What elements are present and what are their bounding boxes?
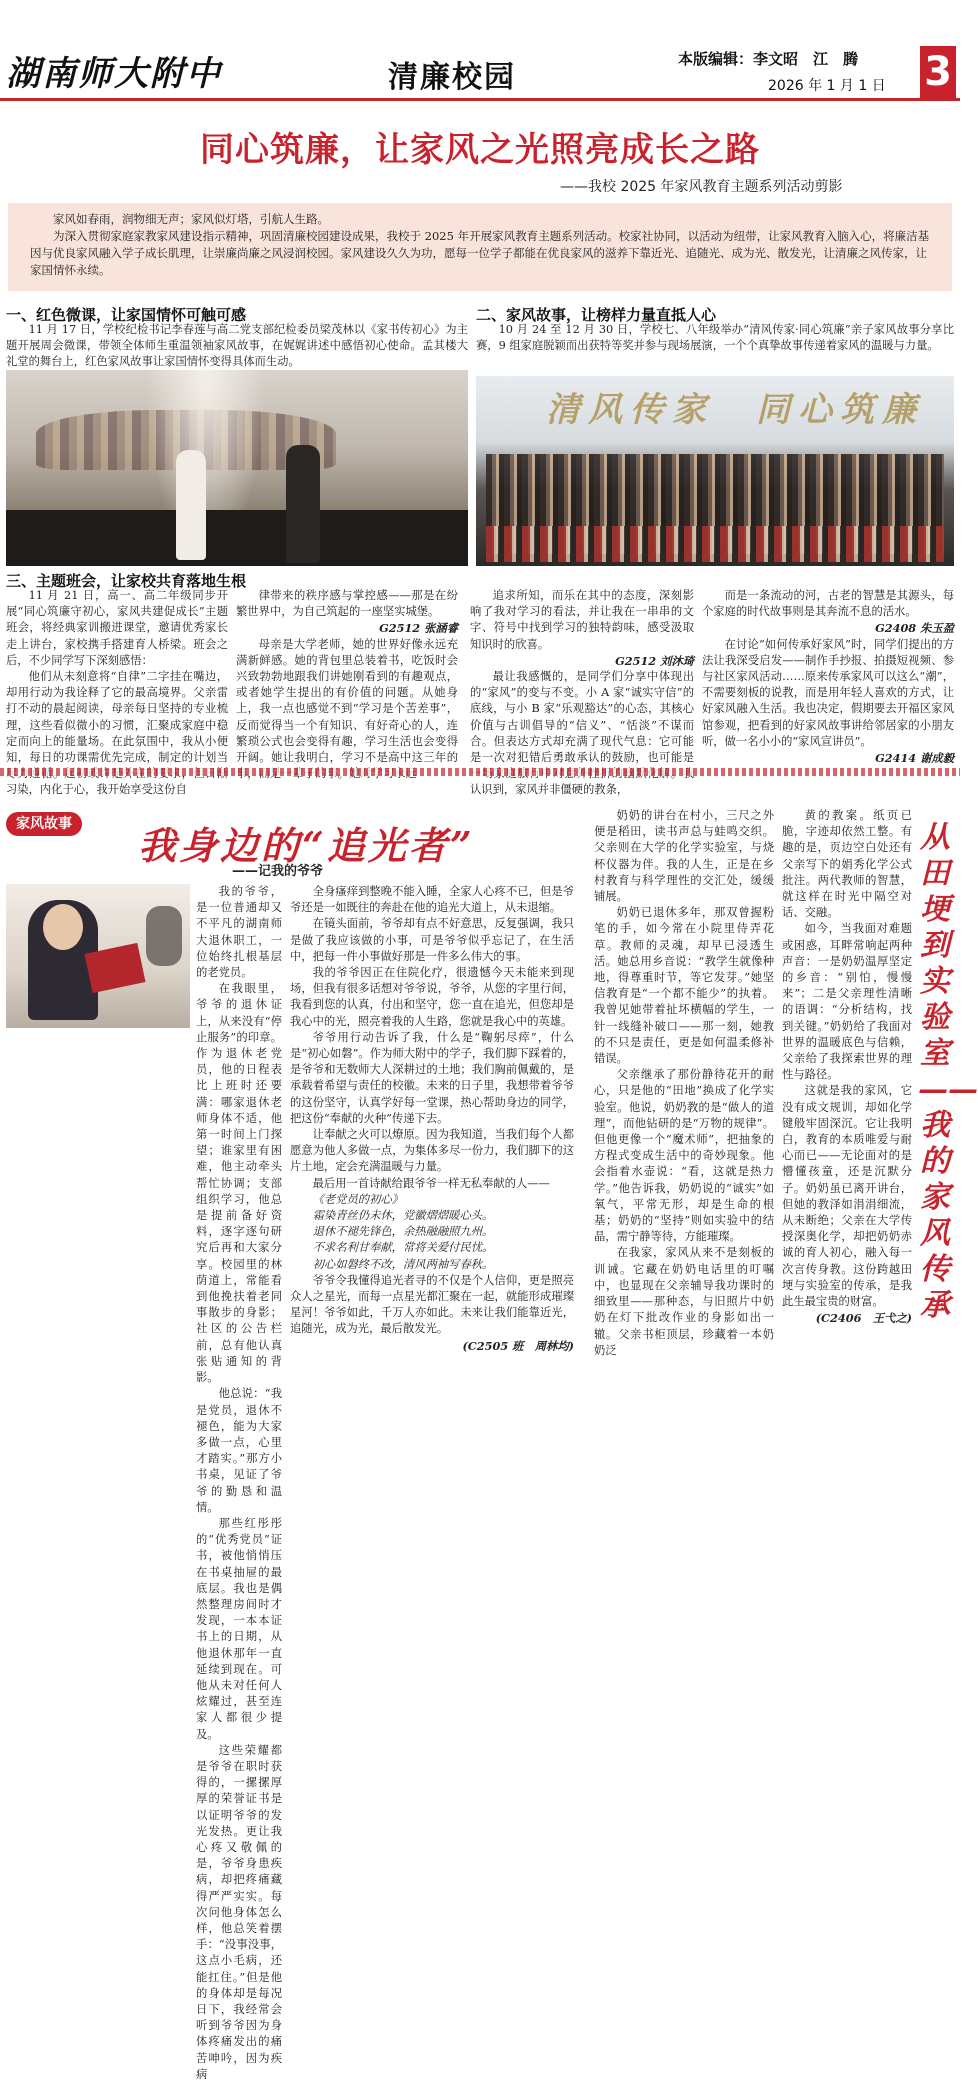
poem bbox=[290, 1192, 574, 1273]
section3-col2 bbox=[236, 588, 458, 766]
headline-subtitle: ——我校 2025 年家风教育主题系列活动剪影 bbox=[560, 179, 843, 195]
poem-line: 初心如磐终不改，清风两袖写春秋。 bbox=[312, 1257, 494, 1271]
section3-col3 bbox=[470, 588, 694, 797]
section3-col1 bbox=[6, 588, 228, 797]
author-signature: G2414 谢成毅 bbox=[875, 751, 954, 766]
poem-title: 《老党员的初心》 bbox=[312, 1192, 403, 1206]
top-rule bbox=[0, 98, 960, 101]
section-divider bbox=[0, 768, 960, 776]
section2-title: 二、家风故事，让榜样力量直抵人心 bbox=[476, 306, 717, 324]
story2-title: 从田埂到实验室——我的家风传承 bbox=[918, 820, 978, 1323]
paragraph: 在我家，家风从来不是刻板的训诫。它藏在奶奶电话里的叮嘱中，也显现在父亲辅导我功课时的细致里——那种态，与旧照片中奶奶在灯下批改作业的身影如出一辙。父亲书柜顶层，珍藏着一本奶奶泛 bbox=[594, 1246, 774, 1357]
column-badge: 家风故事 bbox=[6, 812, 82, 836]
paragraph: 我的爷爷，是一位普通却又不平凡的湖南师大退休职工，一位始终扎根基层的老党员。 bbox=[196, 885, 282, 980]
story-col1 bbox=[6, 884, 282, 2081]
poem-line: 不求名利甘奉献，常将关爱付民忧。 bbox=[312, 1241, 494, 1255]
headline: 同心筑廉，让家风之光照亮成长之路 bbox=[200, 130, 760, 170]
poem-line: 退休不褪先锋色，余热融融照九州。 bbox=[312, 1225, 494, 1239]
paragraph: 在讨论“如何传承好家风”时，同学们提出的方法让我深受启发——制作手抄报、拍摄短视频、参与社区家风活动……原来传承家风可以这么“潮”，不需要刻板的说教，而是用年轻人喜欢的方式，让好家风融入生活。我也决定，假期要去开福区家风馆参观，把看到的好家风故事讲给邻居家的小朋友听，做一名小小的“家风宣讲员”。 bbox=[702, 637, 954, 748]
issue-date: 2026 年 1 月 1 日 bbox=[768, 78, 886, 94]
poem-line: 霜染青丝仍未休，党徽熠熠暖心头。 bbox=[312, 1209, 494, 1223]
section3-title: 三、主题班会，让家校共育落地生根 bbox=[6, 572, 247, 590]
paragraph: 这就是我的家风，它没有成文规训，却如化学键般牢固深沉。它让我明白，教育的本质唯爱与耐心而已——无论面对的是懵懂孩童，还是沉默分子。奶奶虽已离开讲台，但她的教泽如涓涓细流，从未断绝；父亲在大学传授深奥化学，却把奶奶赤诚的育人初心，融入每一次言传身教。这份跨越田埂与实验室的传承，是我此生最宝贵的财富。 bbox=[782, 1084, 912, 1309]
section-title: 清廉校园 bbox=[388, 60, 516, 95]
paragraph: 他们从未刻意将“自律”二字挂在嘴边，却用行动为我诠释了它的最高境界。父亲雷打不动的晨起阅读，母亲每日坚持的专业梳理，这些看似微小的习惯，汇聚成家庭中稳定而向上的能量场。在此氛围中，我从小便知，每日的功课需优先完成，制定的计划当 习染，内化于心，我开始享受这份自 bbox=[6, 670, 228, 797]
paragraph: 黄的教案。纸页已脆，字迹却依然工整。有趣的是，页边空白处还有父亲写下的娟秀化学公式批注。两代教师的智慧，就这样在时光中隔空对话、交融。 bbox=[782, 809, 912, 920]
paragraph: 最让我感慨的，是同学们分享中体现出的“家风”的变与不变。小 A 家“诚实守信”的底线，与小 B 家“乐观豁达”的心态，其核心价值与古训倡导的“信义”、“恬淡”不谋而合。但表达方式却充满了现代气息：它可能是一次对犯错后勇敢承认的鼓励，也可能是 认识到，家风并非僵硬的教条， bbox=[470, 670, 694, 797]
author-signature: (C2406 王弋之) bbox=[815, 1311, 912, 1326]
paragraph: 那些红彤彤的“优秀党员”证书，被他悄悄压在书桌抽屉的最底层。我也是偶然整理房间时才发现，一本本证书上的日期，从他退休那年一直延续到现在。可他从未对任何人炫耀过，甚至连家人都很少提及。 bbox=[196, 1516, 282, 1741]
paragraph: 这些荣耀都是爷爷在职时获得的，一摞摞厚厚的荣誉证书是以证明爷爷的发光发热。更让我心疼又敬佩的是，爷爷身患疾病，却把疼痛藏得严严实实。每次问他身体怎么样，他总笑着摆手：“没事没事，这点小毛病，还能扛住。”但是他的身体却是每况日下，我经常会听到爷爷因为身体疼痛发出的痛苦呻吟，因为疾病 bbox=[196, 1743, 282, 2081]
paragraph: 追求所知，而乐在其中的态度，深刻影响了我对学习的看法，并让我在一串串的文字、符号中找到学习的独特韵味，感受汲取知识时的欣喜。 bbox=[470, 589, 694, 651]
paragraph: 在我眼里，爷爷的退休证上，从来没有“停止服务”的印章。作为退休老党员，他的日程表比上班时还要满：哪家退休老师身体不适，他第一时间上门探望；谁家里有困难，他主动牵头帮忙协调；支部组织学习，他总是提前备好资料，逐字逐句研究后再和大家分享。校园里的林荫道上，常能看到他挽扶着老同事散步的身影；社区的公告栏前，总有他认真张贴通知的背影。 bbox=[196, 982, 282, 1385]
story-col2 bbox=[290, 884, 574, 1370]
story-title: 我身边的“追光者” bbox=[138, 823, 475, 868]
author-signature: (C2505 班 周林均) bbox=[462, 1338, 574, 1353]
masthead bbox=[0, 0, 960, 98]
paragraph: 母亲是大学老师，她的世界好像永远充满新鲜感。她的背包里总装着书，吃饭时会兴致勃勃地跟我们讲她刚看到的有趣观点，或者她学生提出的有价值的问题。从她身上，我一点也感觉不到“学习是个苦差事”，反而觉得当一个有知识、有好奇心的人，连繁琐公式也会变得有趣，学习生活也会变得开阔。她让我明白，学习不是高中这三年的 bbox=[236, 637, 458, 765]
section2-body bbox=[476, 322, 954, 372]
paragraph: 而是一条流动的河，古老的智慧是其源头，每个家庭的时代故事则是其奔流不息的活水。 bbox=[702, 589, 954, 619]
paragraph: 我的爷爷因正在住院化疗，很遗憾今天未能来到现场，但我有很多话想对爷爷说，爷爷，从您的字里行间，我看到您的认真，付出和坚守，您一直在追光，但您却是我心中的光，照亮着我的人生路，您就是我心中的英雄。 bbox=[290, 966, 574, 1028]
author-signature: G2512 张涵睿 bbox=[379, 621, 458, 636]
story-subtitle: ——记我的爷爷 bbox=[232, 864, 324, 879]
paragraph: 最后用一首诗献给跟爷爷一样无私奉献的人—— bbox=[312, 1176, 550, 1190]
paragraph: 奶奶已退休多年，那双曾握粉笔的手，如今常在小院里侍弄花草。教师的灵魂，却早已浸透生活。她总用乡音说：“教学生就像种地，得尊重时节，等它发芽。”她坚信教育是“一个都不能少”的执着。我曾见她带着扯坏横幅的学生，一针一线缝补破口——那一刻，她教的不只是责任，更是如何温柔修补错误。 bbox=[594, 906, 774, 1066]
intro-paragraph: 家风如春雨，润物细无声；家风似灯塔，引航人生路。 bbox=[53, 212, 329, 226]
paragraph: 他总说：“我是党员，退休不褪色，能为大家多做一点，心里才踏实。”那方小书桌，见证了爷爷的勤恳和温情。 bbox=[196, 1387, 282, 1514]
paragraph: 爷爷用行动告诉了我，什么是“鞠躬尽瘁”，什么是“初心如磐”。作为师大附中的学子，我们脚下踩着的，是爷爷和无数师大人深耕过的土地；我们胸前佩戴的，是承载着希望与责任的校徽。未来的日子里，我想带着爷爷的这份坚守，认真学好每一堂课，热心帮助身边的同学，把这份“奉献的火种”传递下去。 bbox=[290, 1030, 574, 1125]
story2-col1 bbox=[594, 808, 774, 1370]
paragraph: 如今，当我面对难题或困惑，耳畔常响起两种声音：一是奶奶温厚坚定的乡音：“别怕，慢慢来”；二是父亲理性清晰的语调：“分析结构，找到关键。”奶奶给了我面对世界的温暖底色与信赖，父亲给了我探索世界的理性与路径。 bbox=[782, 922, 912, 1082]
section1-title: 一、红色微课，让家国情怀可触可感 bbox=[6, 306, 247, 324]
group-photo bbox=[476, 376, 954, 566]
paragraph: 父亲继承了那份静待花开的耐心，只是他的“田地”换成了化学实验室。他说，奶奶教的是“做人的道理”，而他钻研的是“万物的规律”。但他更像一个“魔术师”，把抽象的方程式变成生活中的奇妙现象。他会指着水壶说：“看，这就是热力学。”他告诉我，奶奶说的“诚实”如氧气，平常无形，却是生命的根基；奶奶的“坚持”则如实验中的结晶，需宁静等待，方能璀璨。 bbox=[594, 1068, 774, 1244]
author-signature: G2408 朱玉盈 bbox=[875, 621, 954, 636]
masthead-logo: 湖南师大附中 bbox=[6, 54, 222, 94]
paragraph: 11 月 21 日，高一、高二年级同步开展“同心筑廉守初心，家风共建促成长”主题班会，将经典家训搬进课堂，邀请优秀家长走上讲台，家校携手搭建育人桥梁。班会之后，不少同学写下深刻感悟： bbox=[6, 589, 228, 667]
intro-paragraph: 为深入贯彻家庭家教家风建设指示精神，巩固清廉校园建设成果，我校于 2025 年开展家风教育主题系列活动。校家社协同，以活动为纽带，让家风教育入脑入心，将廉洁基因与优良家风融入学子成长肌理，让崇廉尚廉之风浸润校园。家风建设久久为功，愿每一位学子都能在优良家风的滋养下靠近光、追随光、成为光、散发光，让清廉之风传家，让家国情怀永续。 bbox=[30, 229, 930, 277]
editor-credit: 本版编辑：李文昭 江 腾 bbox=[678, 50, 859, 68]
paragraph: 全身瘙痒到整晚不能入睡，全家人心疼不已，但是爷爷还是一如既往的奔赴在他的追光大道上，从未退缩。 bbox=[290, 885, 574, 915]
section1-paragraph: 11 月 17 日，学校纪检书记李春莲与高二党支部纪检委员梁茂林以《家书传初心》为主题开展周会微课，带领全体师生重温领袖家风故事，在娓娓讲述中感悟初心使命。孟其楼大礼堂的舞台上，红色家风故事让家国情怀变得具体而生动。 bbox=[6, 323, 468, 369]
section1-body bbox=[6, 322, 468, 370]
photo-banner-text: 清风传家 同心筑廉 bbox=[546, 390, 924, 430]
paragraph: 让奉献之火可以燎原。因为我知道，当我们每个人都愿意为他人多做一点，为集体多尽一份力，我们脚下的这片土地，定会充满温暖与力量。 bbox=[290, 1128, 574, 1174]
paragraph: 爷爷令我懂得追光者寻的不仅是个人信仰，更是照亮众人之星光，而每一点星光都汇聚在一起，就能形成璀璨星河！爷爷如此，千万人亦如此。未来让我们能靠近光，追随光，成为光，最后散发光。 bbox=[290, 1273, 574, 1336]
intro-box bbox=[8, 203, 952, 291]
story2-col2 bbox=[782, 808, 912, 1370]
section2-paragraph: 10 月 24 至 12 月 30 日，学校七、八年级举办“清风传家·同心筑廉”亲子家风故事分享比赛，9 组家庭脱颖而出获特等奖并参与现场展演，一个个真挚故事传递着家风的温暖与力量。 bbox=[476, 323, 954, 353]
paragraph: 在镜头面前，爷爷却有点不好意思，反复强调，我只是做了我应该做的小事，可是爷爷似乎忘记了，在生活中，把每一件小事做好那是一件多么伟大的事。 bbox=[290, 917, 574, 963]
paragraph: 律带来的秩序感与掌控感——那是在纷繁世界中，为自己筑起的一座坚实城堡。 bbox=[236, 589, 458, 619]
author-signature: G2512 刘沐琦 bbox=[615, 653, 694, 668]
page-number: 3 bbox=[920, 46, 956, 98]
stage-performance-photo bbox=[6, 370, 468, 566]
section3-col4 bbox=[702, 588, 954, 766]
paragraph: 奶奶的讲台在村小，三尺之外便是稻田，读书声总与蛙鸣交织。父亲则在大学的化学实验室，与烧杯仪器为伴。我的人生，正是在乡村教育与科学理性的交汇处，缓缓铺展。 bbox=[594, 809, 774, 904]
